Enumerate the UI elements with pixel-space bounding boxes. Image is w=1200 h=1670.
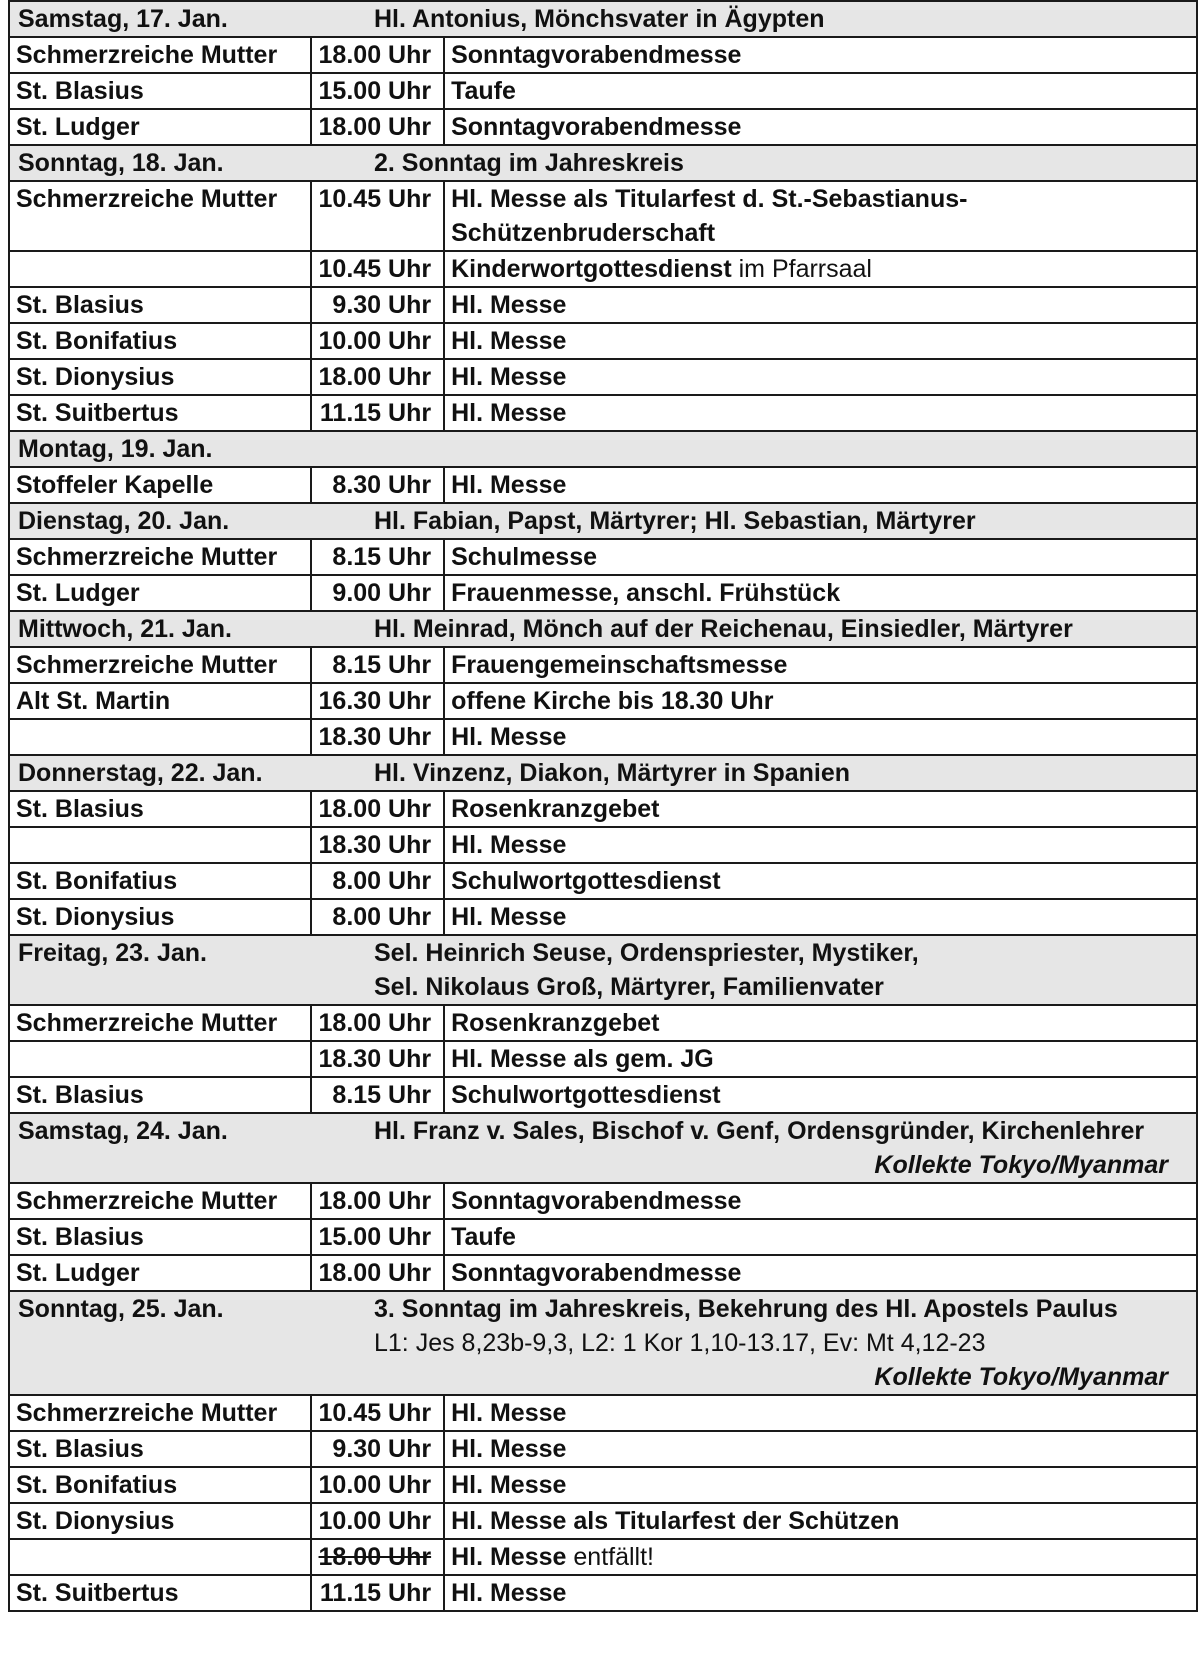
event-text: Hl. Messe xyxy=(451,831,567,859)
event-text: Hl. Messe xyxy=(451,327,567,355)
event-note: im Pfarrsaal xyxy=(731,255,872,283)
service-time xyxy=(311,791,445,827)
church-name: Schmerzreiche Mutter xyxy=(9,539,311,575)
service-time xyxy=(311,1431,445,1467)
feast-line: Hl. Fabian, Papst, Märtyrer; Hl. Sebastian, Märtyrer xyxy=(374,507,976,535)
service-time xyxy=(311,1503,445,1539)
event-text: Hl. Messe xyxy=(451,903,567,931)
service-time xyxy=(311,287,445,323)
schedule-entry-row xyxy=(9,1503,1197,1539)
service-time xyxy=(311,109,445,145)
service-time xyxy=(311,1005,445,1041)
day-title: Sonntag, 25. Jan. xyxy=(18,1295,224,1323)
feast-line: 2. Sonntag im Jahreskreis xyxy=(374,149,684,177)
service-description xyxy=(444,287,1197,323)
service-time xyxy=(311,575,445,611)
time-text: 10.45 Uhr xyxy=(318,185,432,213)
day-header-row xyxy=(9,1291,1197,1395)
church-name: St. Blasius xyxy=(9,73,311,109)
church-name xyxy=(9,1041,311,1077)
church-name: St. Bonifatius xyxy=(9,323,311,359)
schedule-entry-row xyxy=(9,899,1197,935)
schedule-entry-row xyxy=(9,1395,1197,1431)
service-description xyxy=(444,1005,1197,1041)
day-header-row xyxy=(9,935,1197,1005)
schedule-entry-row xyxy=(9,1077,1197,1113)
time-text: 18.00 Uhr xyxy=(318,113,432,141)
event-text: Hl. Messe xyxy=(451,1435,567,1463)
service-description xyxy=(444,1255,1197,1291)
service-time xyxy=(311,1183,445,1219)
day-header-cell xyxy=(9,755,1197,791)
feast-line: Sel. Nikolaus Groß, Märtyrer, Familienvater xyxy=(374,973,884,1001)
event-text: Sonntagvorabendmesse xyxy=(451,1259,742,1287)
schedule-entry-row xyxy=(9,395,1197,431)
service-time xyxy=(311,1467,445,1503)
feast-line: Hl. Meinrad, Mönch auf der Reichenau, Einsiedler, Märtyrer xyxy=(374,615,1073,643)
time-text: 8.15 Uhr xyxy=(332,651,432,679)
event-text: Hl. Messe als Titularfest d. St.-Sebastianus- xyxy=(451,185,968,213)
day-title: Freitag, 23. Jan. xyxy=(18,939,207,967)
event-text: Hl. Messe xyxy=(451,471,567,499)
schedule-entry-row xyxy=(9,37,1197,73)
service-description xyxy=(444,1183,1197,1219)
day-header-cell xyxy=(9,611,1197,647)
church-name: St. Ludger xyxy=(9,109,311,145)
schedule-entry-row xyxy=(9,1431,1197,1467)
event-text: Sonntagvorabendmesse xyxy=(451,1187,742,1215)
time-text: 8.15 Uhr xyxy=(332,1081,432,1109)
service-time xyxy=(311,181,445,251)
schedule-entry-row xyxy=(9,1575,1197,1611)
service-time xyxy=(311,1395,445,1431)
church-name xyxy=(9,827,311,863)
time-text: 15.00 Uhr xyxy=(318,77,432,105)
service-description xyxy=(444,1539,1197,1575)
service-time xyxy=(311,719,445,755)
day-header-row xyxy=(9,431,1197,467)
service-description xyxy=(444,1575,1197,1611)
service-description xyxy=(444,37,1197,73)
service-time xyxy=(311,251,445,287)
event-text-continued: Schützenbruderschaft xyxy=(451,219,716,247)
day-feast-info xyxy=(374,2,1196,36)
service-description xyxy=(444,181,1197,251)
collection-note: Kollekte Tokyo/Myanmar xyxy=(874,1363,1168,1391)
church-name: St. Blasius xyxy=(9,1077,311,1113)
day-feast-info xyxy=(374,146,1196,180)
church-name: St. Bonifatius xyxy=(9,1467,311,1503)
schedule-body xyxy=(9,1,1197,1611)
time-text: 9.30 Uhr xyxy=(332,1435,432,1463)
time-text: 8.00 Uhr xyxy=(332,867,432,895)
schedule-entry-row xyxy=(9,251,1197,287)
event-text: Kinderwortgottesdienst xyxy=(451,255,732,283)
church-name: St. Blasius xyxy=(9,1219,311,1255)
day-feast-info xyxy=(374,612,1196,646)
time-text: 18.00 Uhr xyxy=(318,1009,432,1037)
service-description xyxy=(444,467,1197,503)
day-feast-info xyxy=(374,504,1196,538)
event-text: offene Kirche bis 18.30 Uhr xyxy=(451,687,774,715)
service-description xyxy=(444,899,1197,935)
time-text: 11.15 Uhr xyxy=(319,1579,432,1607)
event-text: Schulwortgottesdienst xyxy=(451,1081,721,1109)
day-feast-info xyxy=(374,936,1196,1004)
event-text: Frauenmesse, anschl. Frühstück xyxy=(451,579,841,607)
event-text: Hl. Messe xyxy=(451,399,567,427)
schedule-entry-row xyxy=(9,1005,1197,1041)
feast-line-empty xyxy=(374,432,1190,466)
service-description xyxy=(444,1395,1197,1431)
event-text: Taufe xyxy=(451,77,516,105)
time-text: 18.30 Uhr xyxy=(318,831,432,859)
time-text: 10.45 Uhr xyxy=(318,1399,432,1427)
collection-note: Kollekte Tokyo/Myanmar xyxy=(874,1151,1168,1179)
day-header-row xyxy=(9,1113,1197,1183)
event-text: Schulwortgottesdienst xyxy=(451,867,721,895)
day-title: Mittwoch, 21. Jan. xyxy=(18,615,232,643)
time-text: 18.00 Uhr xyxy=(318,1187,432,1215)
service-time xyxy=(311,467,445,503)
event-note: entfällt! xyxy=(566,1543,654,1571)
church-name: St. Dionysius xyxy=(9,1503,311,1539)
service-description xyxy=(444,719,1197,755)
day-header-cell xyxy=(9,935,1197,1005)
church-name xyxy=(9,1539,311,1575)
time-text: 18.00 Uhr xyxy=(318,1543,432,1571)
schedule-entry-row xyxy=(9,1467,1197,1503)
day-header-cell xyxy=(9,503,1197,539)
event-text: Sonntagvorabendmesse xyxy=(451,41,742,69)
schedule-entry-row xyxy=(9,647,1197,683)
day-feast-info xyxy=(374,1292,1196,1394)
schedule-entry-row xyxy=(9,791,1197,827)
day-header-cell xyxy=(9,1291,1197,1395)
service-time xyxy=(311,323,445,359)
service-description xyxy=(444,1503,1197,1539)
schedule-entry-row xyxy=(9,575,1197,611)
time-text: 8.15 Uhr xyxy=(332,543,432,571)
service-time xyxy=(311,1255,445,1291)
church-name: Schmerzreiche Mutter xyxy=(9,647,311,683)
feast-line: Sel. Heinrich Seuse, Ordenspriester, Mystiker, xyxy=(374,939,919,967)
schedule-entry-row xyxy=(9,287,1197,323)
church-name: Schmerzreiche Mutter xyxy=(9,1395,311,1431)
day-title: Dienstag, 20. Jan. xyxy=(18,507,230,535)
service-time xyxy=(311,1539,445,1575)
schedule-entry-row xyxy=(9,1041,1197,1077)
church-name: St. Blasius xyxy=(9,287,311,323)
day-header-row xyxy=(9,1,1197,37)
time-text: 9.00 Uhr xyxy=(332,579,432,607)
schedule-entry-row xyxy=(9,73,1197,109)
event-text: Hl. Messe xyxy=(451,1399,567,1427)
time-text: 10.00 Uhr xyxy=(318,327,432,355)
service-description xyxy=(444,1431,1197,1467)
feast-line: Hl. Franz v. Sales, Bischof v. Genf, Ordensgründer, Kirchenlehrer xyxy=(374,1117,1145,1145)
event-text: Rosenkranzgebet xyxy=(451,1009,660,1037)
service-time xyxy=(311,1077,445,1113)
schedule-entry-row xyxy=(9,827,1197,863)
day-header-cell xyxy=(9,1,1197,37)
service-description xyxy=(444,1467,1197,1503)
service-time xyxy=(311,37,445,73)
day-header-cell xyxy=(9,1113,1197,1183)
service-description xyxy=(444,359,1197,395)
time-text: 18.00 Uhr xyxy=(318,363,432,391)
church-name: St. Dionysius xyxy=(9,899,311,935)
day-feast-info xyxy=(374,1114,1196,1182)
day-title: Montag, 19. Jan. xyxy=(18,435,213,463)
service-time xyxy=(311,1575,445,1611)
time-text: 10.00 Uhr xyxy=(318,1471,432,1499)
service-description xyxy=(444,863,1197,899)
event-text: Hl. Messe xyxy=(451,1543,567,1571)
service-description xyxy=(444,575,1197,611)
schedule-entry-row xyxy=(9,181,1197,251)
church-name xyxy=(9,251,311,287)
schedule-entry-row xyxy=(9,539,1197,575)
service-time xyxy=(311,1219,445,1255)
service-time xyxy=(311,1041,445,1077)
time-text: 18.30 Uhr xyxy=(318,1045,432,1073)
service-description xyxy=(444,323,1197,359)
service-time xyxy=(311,683,445,719)
church-name: St. Ludger xyxy=(9,575,311,611)
church-name: Stoffeler Kapelle xyxy=(9,467,311,503)
service-time xyxy=(311,827,445,863)
schedule-entry-row xyxy=(9,1539,1197,1575)
service-time xyxy=(311,899,445,935)
event-text: Rosenkranzgebet xyxy=(451,795,660,823)
schedule-entry-row xyxy=(9,719,1197,755)
schedule-entry-row xyxy=(9,323,1197,359)
church-name: Schmerzreiche Mutter xyxy=(9,181,311,251)
time-text: 10.45 Uhr xyxy=(318,255,432,283)
service-description xyxy=(444,791,1197,827)
service-description xyxy=(444,827,1197,863)
service-time xyxy=(311,539,445,575)
day-header-row xyxy=(9,611,1197,647)
service-description xyxy=(444,1041,1197,1077)
church-name xyxy=(9,719,311,755)
time-text: 11.15 Uhr xyxy=(319,399,432,427)
event-text: Hl. Messe xyxy=(451,1471,567,1499)
feast-line: 3. Sonntag im Jahreskreis, Bekehrung des Hl. Apostels Paulus xyxy=(374,1295,1118,1323)
time-text: 9.30 Uhr xyxy=(332,291,432,319)
day-header-row xyxy=(9,503,1197,539)
day-title: Samstag, 17. Jan. xyxy=(18,5,228,33)
service-description xyxy=(444,1219,1197,1255)
event-text: Hl. Messe xyxy=(451,723,567,751)
time-text: 8.00 Uhr xyxy=(332,903,432,931)
day-feast-info xyxy=(374,756,1196,790)
schedule-entry-row xyxy=(9,1183,1197,1219)
schedule-entry-row xyxy=(9,109,1197,145)
church-name: St. Suitbertus xyxy=(9,1575,311,1611)
service-description xyxy=(444,539,1197,575)
event-text: Hl. Messe xyxy=(451,363,567,391)
service-description xyxy=(444,683,1197,719)
time-text: 18.00 Uhr xyxy=(318,795,432,823)
service-time xyxy=(311,395,445,431)
day-header-row xyxy=(9,145,1197,181)
church-schedule-table xyxy=(8,0,1198,1612)
church-name: St. Dionysius xyxy=(9,359,311,395)
service-description xyxy=(444,395,1197,431)
church-name: St. Blasius xyxy=(9,1431,311,1467)
event-text: Sonntagvorabendmesse xyxy=(451,113,742,141)
church-name: Schmerzreiche Mutter xyxy=(9,1005,311,1041)
schedule-entry-row xyxy=(9,863,1197,899)
service-time xyxy=(311,359,445,395)
event-text: Frauengemeinschaftsmesse xyxy=(451,651,788,679)
service-time xyxy=(311,647,445,683)
event-text: Hl. Messe xyxy=(451,1579,567,1607)
time-text: 18.30 Uhr xyxy=(318,723,432,751)
church-name: Alt St. Martin xyxy=(9,683,311,719)
service-description xyxy=(444,647,1197,683)
feast-line: Hl. Antonius, Mönchsvater in Ägypten xyxy=(374,5,825,33)
service-description xyxy=(444,73,1197,109)
event-text: Hl. Messe xyxy=(451,291,567,319)
time-text: 16.30 Uhr xyxy=(318,687,432,715)
day-title: Samstag, 24. Jan. xyxy=(18,1117,228,1145)
church-name: St. Bonifatius xyxy=(9,863,311,899)
time-text: 18.00 Uhr xyxy=(318,1259,432,1287)
service-description xyxy=(444,1077,1197,1113)
service-time xyxy=(311,863,445,899)
schedule-entry-row xyxy=(9,683,1197,719)
service-description xyxy=(444,251,1197,287)
service-time xyxy=(311,73,445,109)
day-title: Donnerstag, 22. Jan. xyxy=(18,759,263,787)
time-text: 8.30 Uhr xyxy=(332,471,432,499)
event-text: Hl. Messe als Titularfest der Schützen xyxy=(451,1507,900,1535)
service-description xyxy=(444,109,1197,145)
church-name: St. Blasius xyxy=(9,791,311,827)
church-name: St. Ludger xyxy=(9,1255,311,1291)
day-feast-info xyxy=(374,432,1196,466)
event-text: Hl. Messe als gem. JG xyxy=(451,1045,714,1073)
time-text: 18.00 Uhr xyxy=(318,41,432,69)
schedule-entry-row xyxy=(9,467,1197,503)
time-text: 15.00 Uhr xyxy=(318,1223,432,1251)
church-name: St. Suitbertus xyxy=(9,395,311,431)
schedule-entry-row xyxy=(9,1255,1197,1291)
time-text: 10.00 Uhr xyxy=(318,1507,432,1535)
day-header-cell xyxy=(9,145,1197,181)
schedule-entry-row xyxy=(9,359,1197,395)
schedule-entry-row xyxy=(9,1219,1197,1255)
day-header-cell xyxy=(9,431,1197,467)
event-text: Schulmesse xyxy=(451,543,598,571)
day-title: Sonntag, 18. Jan. xyxy=(18,149,224,177)
church-name: Schmerzreiche Mutter xyxy=(9,1183,311,1219)
church-name: Schmerzreiche Mutter xyxy=(9,37,311,73)
day-header-row xyxy=(9,755,1197,791)
feast-line: Hl. Vinzenz, Diakon, Märtyrer in Spanien xyxy=(374,759,851,787)
event-text: Taufe xyxy=(451,1223,516,1251)
scripture-readings: L1: Jes 8,23b-9,3, L2: 1 Kor 1,10-13.17, Ev: Mt 4,12-23 xyxy=(374,1329,986,1357)
